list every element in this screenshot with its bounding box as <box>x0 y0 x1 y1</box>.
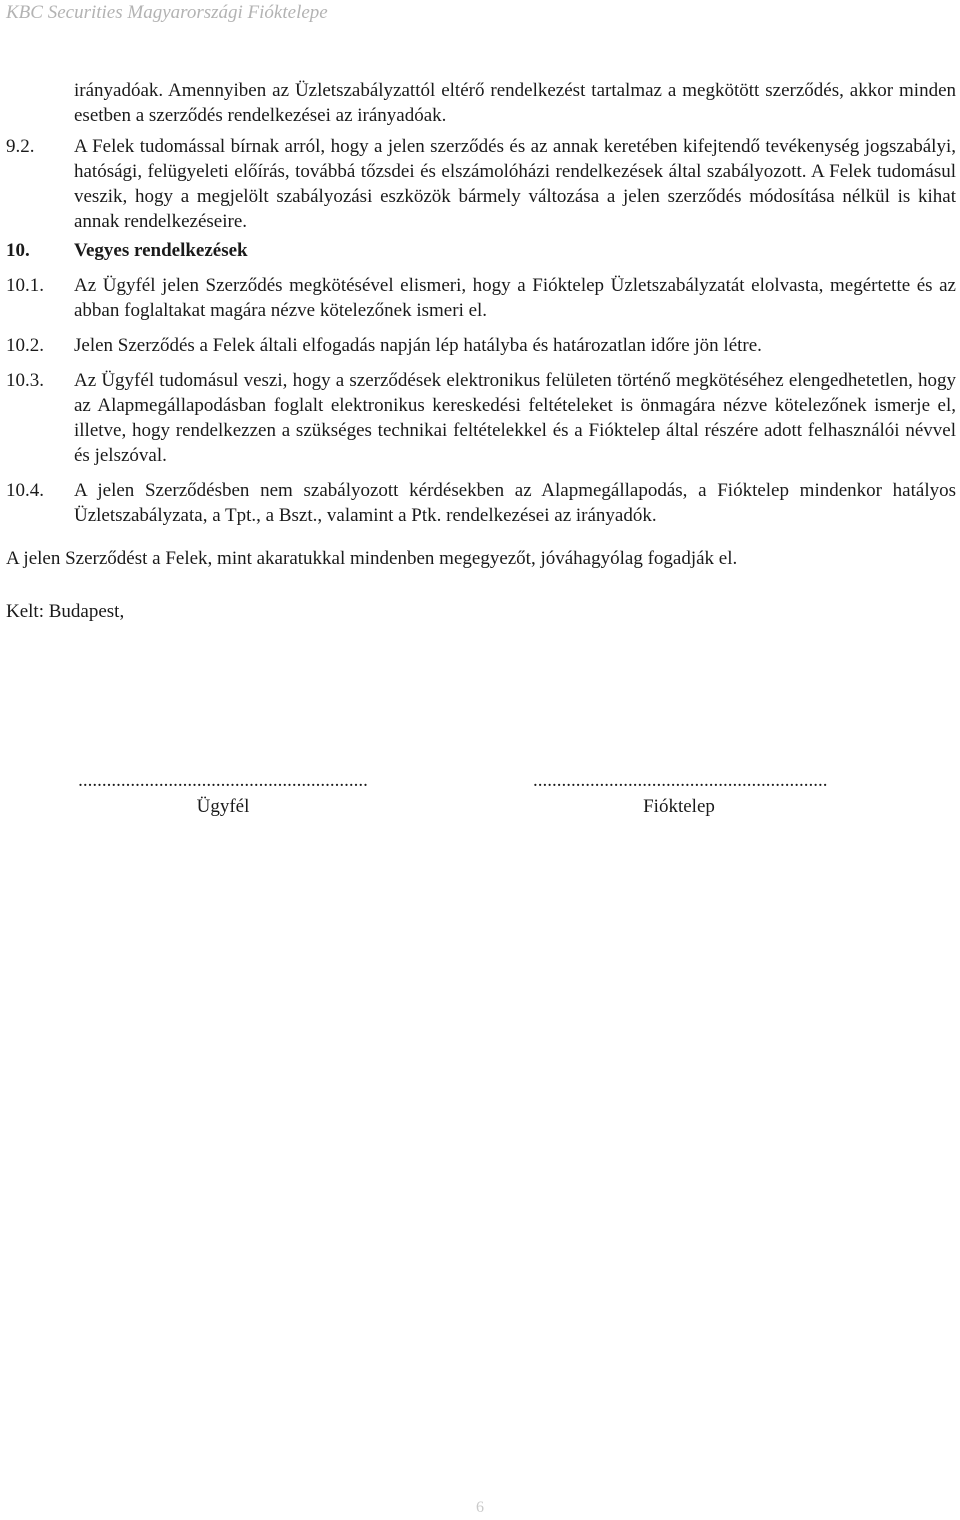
branch-signature <box>533 770 828 818</box>
clause-10-1 <box>6 273 956 323</box>
signature-label: Fióktelep <box>643 796 715 817</box>
clause-text: Az Ügyfél jelen Szerződés megkötésével elismeri, hogy a Fióktelep Üzletszabályzatát elolvasta, megértette és az abban foglaltakat magára nézve kötelezőnek ismeri el. <box>74 275 956 321</box>
signature-line: ............................................................. <box>78 770 368 791</box>
clause-number: 9.2. <box>6 136 35 157</box>
place-of-signing: Kelt: Budapest, <box>6 601 125 622</box>
signature-line: .............................................................. <box>533 770 828 791</box>
clause-10-3 <box>6 368 956 468</box>
section-title: Vegyes rendelkezések <box>74 240 248 261</box>
page-header: KBC Securities Magyarországi Fióktelepe <box>6 2 328 23</box>
signature-label: Ügyfél <box>196 796 250 817</box>
client-signature <box>78 770 368 818</box>
clause-number: 10.4. <box>6 480 44 501</box>
clause-10-4 <box>6 478 956 528</box>
closing-statement: A jelen Szerződést a Felek, mint akaratukkal mindenben megegyezőt, jóváhagyólag fogadják el. <box>6 548 738 569</box>
clause-text: A jelen Szerződésben nem szabályozott kérdésekben az Alapmegállapodás, a Fióktelep mindenkor hatályos Üzletszabályzata, a Tpt., a Bszt., valamint a Ptk. rendelkezései az irányadók. <box>74 480 956 526</box>
clause-10-2 <box>6 333 956 358</box>
document-body <box>6 78 956 624</box>
section-number: 10. <box>6 240 30 261</box>
clause-number: 10.1. <box>6 275 44 296</box>
section-heading-10 <box>6 238 956 263</box>
clause-text: A Felek tudomással bírnak arról, hogy a jelen szerződés és az annak keretében kifejtendő tevékenység jogszabályi, hatósági, felügyeleti előírás, továbbá tőzsdei és elszámolóházi rendelkezések által szabályozott. A Felek tudomásul veszik, hogy a megjelölt szabályozási eszközök bármely változása a jelen szerződés módosítása nélkül is kihat annak rendelkezéseire. <box>74 136 956 232</box>
paragraph-continuation: irányadóak. Amennyiben az Üzletszabályzattól eltérő rendelkezést tartalmaz a megkötött szerződés, akkor minden esetben a szerződés rendelkezései az irányadóak. <box>74 80 956 126</box>
clause-9-2 <box>6 134 956 234</box>
clause-number: 10.3. <box>6 370 44 391</box>
clause-text: Az Ügyfél tudomásul veszi, hogy a szerződések elektronikus felületen történő megkötéséhez elengedhetetlen, hogy az Alapmegállapodásban foglalt elektronikus kereskedési feltételeket is önmagára nézve kötelezőnek ismerje el, illetve, hogy rendelkezzen a szükséges technikai feltételekkel és a Fióktelep által részére adott felhasználói névvel és jelszóval. <box>74 370 956 466</box>
clause-number: 10.2. <box>6 335 44 356</box>
clause-text: Jelen Szerződés a Felek általi elfogadás napján lép hatályba és határozatlan időre jön létre. <box>74 335 762 356</box>
page-number: 6 <box>476 1499 484 1516</box>
signature-block <box>0 770 960 830</box>
